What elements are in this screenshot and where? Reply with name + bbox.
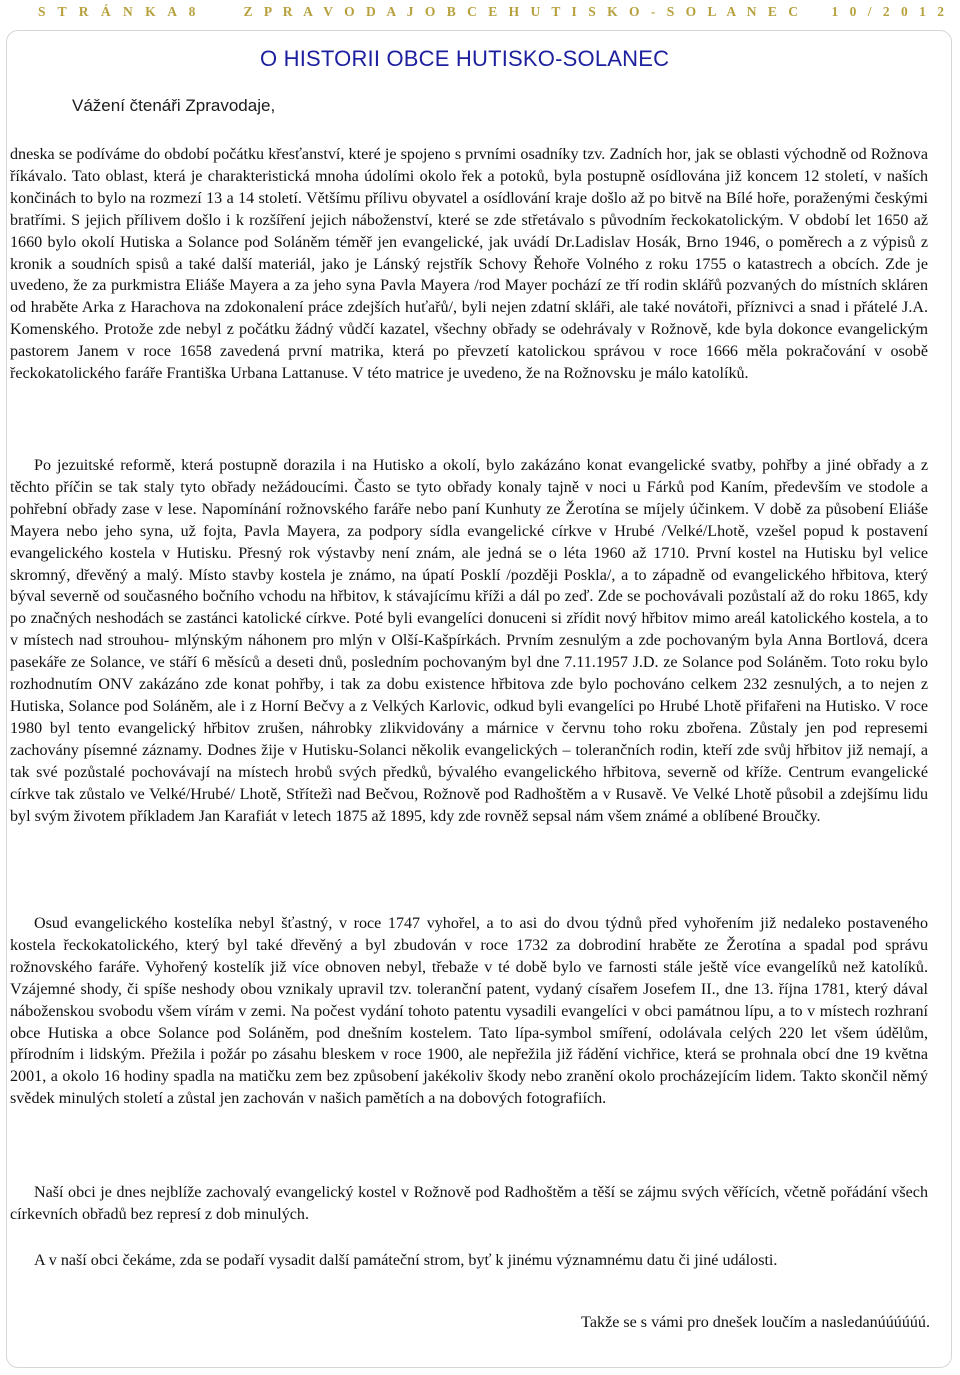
newsletter-title: [244, 4, 949, 20]
article-paragraph: A v naší obci čekáme, zda se podaří vysadit další památeční strom, byť k jinému významnému datu či jiné události.: [34, 1252, 778, 1269]
newsletter-name: Z P R A V O D A J O B C E H U T I S K O - S O L A N E C: [243, 4, 802, 19]
article-paragraph: dneska se podíváme do období počátku křesťanství, které je spojeno s prvními osadníky tzv. Zadních hor, jak se oblasti východně od Rožnova říkávalo. Tato oblast, která je charakteristická mnoha údolími okolo řek a potoků, byla postupně osídlována již koncem 12 století, v naších končinách to bylo na rozmezí 13 a 14 století. Většímu přílivu obyvatel a osídlování kraje došlo až po bitvě na Bílé hoře, poraženými českými bratřími. S jejich přílivem došlo i k rozšíření jejich náboženství, které se zde střetávalo s původním řeckokatolickým. V období let 1650 až 1660 bylo okolí Hutiska a Solance pod Soláněm téměř jen evangelické, jak uvádí Dr.Ladislav Hosák, Brno 1946, o poměrech a z výpisů z kronik a soudních spisů a také další materiál, jako je Lánský rejstřík Schovy Řehoře Volného z roku 1755 o katastrech a obcích. Zde je uvedeno, že za purkmistra Eliáše Mayera a za jeho syna Pavla Mayera /rod Mayer pochází ze tří rodin sklářů pozvaných do místních skláren od hraběte Arka z Harachova na zdokonalení práce zdejších huťařů/, byli nejen zdatní skláři, ale také novátoři, příznivci a snad i přátelé J.A. Komenského. Protože zde nebyl z počátku žádný vůdčí kazatel, všechny obřady se odehrávaly v Rožnově, kde byla dokonce evangelickým pastorem Janem v roce 1658 zavedená první matrika, která po převzetí katolickou správou v roce 1666 měla pokračování v osobě řeckokatolického faráře Františka Urbana Lattanuse. V této matrice je uvedeno, že na Rožnovsku je málo katolíků.: [10, 146, 928, 383]
article-paragraph: Osud evangelického kostelíka nebyl šťastný, v roce 1747 vyhořel, a to asi do dvou týdnů před vyhořením již nedaleko postaveného kostela řeckokatolického, který byl také dřevěný a byl zbudován v roce 1732 za dobrodiní hraběte ze Žerotína a spadal pod správu rožnovského faráře. Vyhořený kostelík již více obnoven nebyl, třebaže v té době bylo ve farnosti stále ještě více evangelíků než katolíků. Vzájemné shody, či spíše neshody obou vznikaly upravil tzv. toleranční patent, vydaný císařem Josefem II., dne 13. října 1781, který dával náboženskou svobodu všem vírám v zemi. Na počest vydání tohoto patentu vysadili evangelíci v obci památnou lípu, a to v místech rozhraní obce Hutiska a obce Solance pod Soláněm, pod dnešním kostelem. Tato lípa-symbol smíření, odolávala celých 220 let všem údělům, přírodním i lidským. Přežila i požár po zásahu bleskem v roce 1900, ale nepřežila již řádění vichřice, která se prohnala obcí dne 19 května 2001, a okolo 16 hodiny spadla na matičku zem bez způsobení jakékoliv škody nebo zranění okolo procházejícím lidem. Takto skončil němý svědek minulých století a zůstal jen zachován v našich pamětích a na dobových fotografiích.: [10, 915, 928, 1108]
article-greeting: Vážení čtenáři Zpravodaje,: [72, 96, 276, 115]
article-title: O HISTORII OBCE HUTISKO-SOLANEC: [260, 46, 670, 71]
article-paragraph: Naší obci je dnes nejblíže zachovalý evangelický kostel v Rožnově pod Radhoštěm a těší se zájmu svých věřících, včetně pořádání všech církevních obřadů bez represí z dob minulých.: [10, 1184, 928, 1223]
page-number-label: S T R Á N K A 8: [38, 4, 200, 19]
page-header: [0, 0, 960, 24]
article-paragraph: Po jezuitské reformě, která postupně dorazila i na Hutisko a okolí, bylo zakázáno konat evangelické svatby, pohřby a jiné obřady a z těchto příčin se tak staly tyto obřady nežádoucími. Často se tyto obřady konaly tajně v noci u Fárků pod Kaním, především ve stodole a pohřební obřady zase v lese. Napomínání rožnovského faráře nebo paní Kunhuty ze Žerotína se míjely účinkem. V době za působení Eliáše Mayera nebo jeho syna, už fojta, Pavla Mayera, za podpory sídla evangelické církve v Hrubé /Velké/Lhotě, vzešel popud k postavení evangelického kostela v Hutisku. Přesný rok výstavby není znám, ale jedná se o léta 1960 až 1710. První kostel na Hutisku byl velice skromný, dřevěný a malý. Místo stavby kostela je známo, na úpatí Posklí /později Poskla/, a to západně od evangelického hřbitova, který býval severně od současného bočního vchodu na hřbitov, k stávajícímu kříži a dál po zeď. Zde se pochovávali pozůstalí až do roku 1865, kdy po značných neshodách se zastánci katolické církve. Poté byli evangelíci donuceni si zřídit nový hřbitov mimo areál katolického kostela, a to v místech nad strouhou- mlýnským náhonem pro mlýn v Olší-Kašpírkách. Prvním zesnulým a zde pochovaným byla Anna Bortlová, dcera pasekáře ze Solance, ve stáří 6 měsíců a deseti dnů, posledním pochovaným byl dne 7.11.1957 J.D. ze Solance pod Soláněm. Toto roku bylo rozhodnutím ONV zakázáno zde konat pohřby, i tak za dobu existence hřbitova zde bylo pochováno celkem 232 zesnulých, a to nejen z Hutiska, Solance pod Soláněm, ale i z Horní Bečvy a z Velkých Karlovic, odkud byli evangelíci po Hrubé Lhotě přifařeni na Hutisko. V roce 1980 byl tento evangelický hřbitov zrušen, náhrobky zlikvidovány a márnice v červnu toho roku zbořena. Zůstaly jen pod represemi zachovány písemné záznamy. Dodnes žije v Hutisku-Solanci několik evangelických – tolerančních rodin, kteří zde svůj hřbitov již nemají, a tak své pozůstalé pochovávají na místech hrobů svých předků, bývalého evangelického hřbitova, severně od kříže. Centrum evangelické církve tak zůstalo ve Velké/Hrubé/ Lhotě, Střítežì nad Bečvou, Rožnově pod Radhoštěm a v Rusavě. Ve Velké Lhotě působil a zdejšímu lidu byl svým životem příkladem Jan Karafiát v letech 1875 až 1895, kdy zde rovněž sepsal nám všem známé a oblíbené Broučky.: [10, 457, 928, 825]
article-closing: Takže se s vámi pro dnešek loučím a nasledanúúúúúú.: [581, 1314, 930, 1331]
issue-number: 1 0 / 2 0 1 2: [831, 4, 948, 19]
